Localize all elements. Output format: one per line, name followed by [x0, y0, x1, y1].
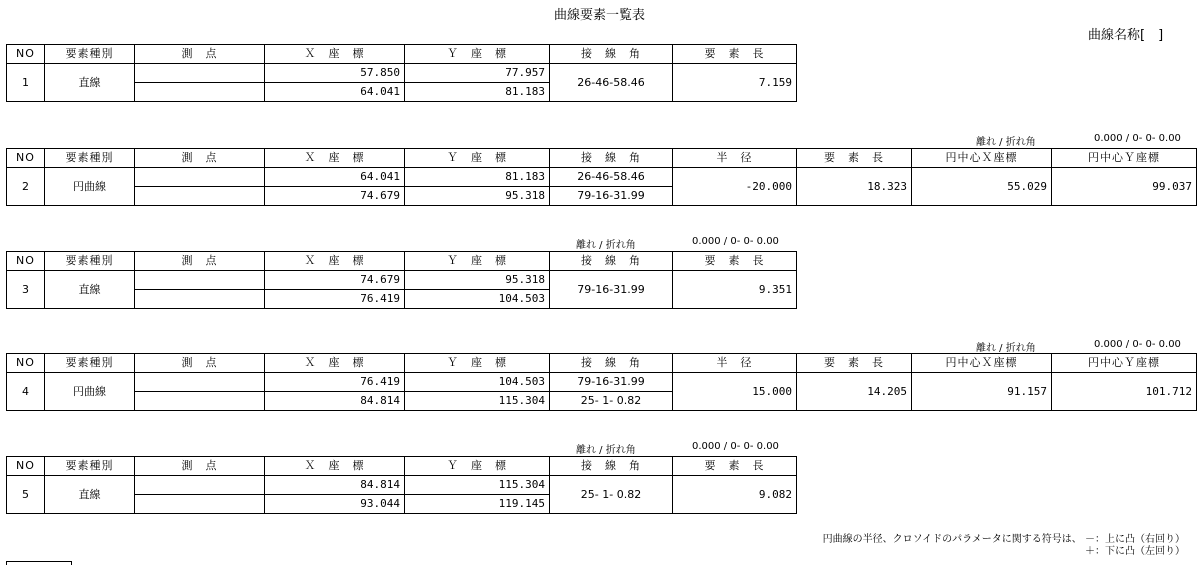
element-table-1	[6, 44, 797, 102]
header-y: Ｙ 座 標	[405, 45, 550, 64]
header-y: Ｙ 座 標	[405, 252, 550, 271]
tangent-angle: 26-46-58.46	[550, 168, 673, 187]
header-no: NO	[7, 45, 45, 64]
header-x: Ｘ 座 標	[265, 252, 405, 271]
element-table-2	[6, 148, 1197, 206]
header-angle: 接 線 角	[550, 252, 673, 271]
tangent-angle: 25- 1- 0.82	[550, 476, 673, 514]
header-angle: 接 線 角	[550, 45, 673, 64]
element-no: 2	[7, 168, 45, 206]
tangent-angle: 25- 1- 0.82	[550, 392, 673, 411]
x-coordinate: 84.814	[265, 392, 405, 411]
element-length: 18.323	[797, 168, 912, 206]
header-no: NO	[7, 457, 45, 476]
station-cell	[135, 476, 265, 495]
station-cell	[135, 187, 265, 206]
header-x: Ｘ 座 標	[265, 45, 405, 64]
center-x: 91.157	[912, 373, 1052, 411]
table-row	[7, 373, 1197, 392]
radius: -20.000	[673, 168, 797, 206]
element-no: 5	[7, 476, 45, 514]
header-angle: 接 線 角	[550, 149, 673, 168]
offset-label: 離れ / 折れ角	[976, 343, 1036, 354]
x-coordinate: 84.814	[265, 476, 405, 495]
header-type: 要素種別	[45, 252, 135, 271]
header-no: NO	[7, 149, 45, 168]
element-table-5	[6, 456, 797, 514]
x-coordinate: 76.419	[265, 290, 405, 309]
radius: 15.000	[673, 373, 797, 411]
header-x: Ｘ 座 標	[265, 149, 405, 168]
header-no: NO	[7, 354, 45, 373]
y-coordinate: 81.183	[405, 168, 550, 187]
offset-label: 離れ / 折れ角	[576, 445, 636, 456]
element-table-4	[6, 353, 1197, 411]
table-row	[7, 271, 797, 290]
curve-name-label: 曲線名称[ ]	[1088, 28, 1164, 43]
offset-value: 0.000 / 0- 0- 0.00	[692, 236, 779, 247]
element-type: 円曲線	[45, 373, 135, 411]
header-station: 測 点	[135, 149, 265, 168]
header-y: Ｙ 座 標	[405, 457, 550, 476]
y-coordinate: 95.318	[405, 271, 550, 290]
station-cell	[135, 290, 265, 309]
header-center-x: 円中心Ｘ座標	[912, 354, 1052, 373]
y-coordinate: 115.304	[405, 476, 550, 495]
x-coordinate: 74.679	[265, 187, 405, 206]
header-radius: 半 径	[673, 354, 797, 373]
table-header-row	[7, 457, 797, 476]
station-cell	[135, 271, 265, 290]
x-coordinate: 93.044	[265, 495, 405, 514]
offset-label: 離れ / 折れ角	[576, 240, 636, 251]
header-station: 測 点	[135, 45, 265, 64]
x-coordinate: 64.041	[265, 168, 405, 187]
element-length: 7.159	[673, 64, 797, 102]
header-length: 要 素 長	[797, 354, 912, 373]
center-y: 101.712	[1052, 373, 1197, 411]
header-type: 要素種別	[45, 354, 135, 373]
header-x: Ｘ 座 標	[265, 354, 405, 373]
y-coordinate: 95.318	[405, 187, 550, 206]
header-y: Ｙ 座 標	[405, 149, 550, 168]
header-angle: 接 線 角	[550, 354, 673, 373]
header-type: 要素種別	[45, 457, 135, 476]
header-no: NO	[7, 252, 45, 271]
offset-label: 離れ / 折れ角	[976, 137, 1036, 148]
offset-value: 0.000 / 0- 0- 0.00	[1094, 133, 1181, 144]
table-header-row	[7, 45, 797, 64]
x-coordinate: 57.850	[265, 64, 405, 83]
x-coordinate: 74.679	[265, 271, 405, 290]
header-center-y: 円中心Ｙ座標	[1052, 149, 1197, 168]
element-length: 9.082	[673, 476, 797, 514]
station-cell	[135, 373, 265, 392]
y-coordinate: 115.304	[405, 392, 550, 411]
sign-note-line-2: ＋：下に凸（左回り）	[1085, 546, 1185, 557]
table-header-row	[7, 149, 1197, 168]
offset-value: 0.000 / 0- 0- 0.00	[1094, 339, 1181, 350]
element-type: 直線	[45, 476, 135, 514]
header-type: 要素種別	[45, 45, 135, 64]
element-type: 円曲線	[45, 168, 135, 206]
element-length: 9.351	[673, 271, 797, 309]
station-cell	[135, 83, 265, 102]
center-x: 55.029	[912, 168, 1052, 206]
header-length: 要 素 長	[673, 457, 797, 476]
header-length: 要 素 長	[673, 45, 797, 64]
page-footer-box	[6, 561, 72, 565]
y-coordinate: 104.503	[405, 373, 550, 392]
x-coordinate: 64.041	[265, 83, 405, 102]
station-cell	[135, 495, 265, 514]
header-station: 測 点	[135, 354, 265, 373]
x-coordinate: 76.419	[265, 373, 405, 392]
station-cell	[135, 392, 265, 411]
header-radius: 半 径	[673, 149, 797, 168]
element-no: 3	[7, 271, 45, 309]
y-coordinate: 104.503	[405, 290, 550, 309]
header-length: 要 素 長	[797, 149, 912, 168]
header-length: 要 素 長	[673, 252, 797, 271]
element-no: 1	[7, 64, 45, 102]
tangent-angle: 79-16-31.99	[550, 187, 673, 206]
sign-note	[823, 534, 1185, 558]
table-row	[7, 168, 1197, 187]
tangent-angle: 26-46-58.46	[550, 64, 673, 102]
y-coordinate: 119.145	[405, 495, 550, 514]
header-x: Ｘ 座 標	[265, 457, 405, 476]
element-type: 直線	[45, 271, 135, 309]
header-center-y: 円中心Ｙ座標	[1052, 354, 1197, 373]
station-cell	[135, 168, 265, 187]
sign-note-line-1: 円曲線の半径、クロソイドのパラメータに関する符号は、 －：上に凸（右回り）	[822, 534, 1185, 545]
table-header-row	[7, 354, 1197, 373]
element-no: 4	[7, 373, 45, 411]
element-table-3	[6, 251, 797, 309]
page-title: 曲線要素一覧表	[553, 8, 645, 23]
header-station: 測 点	[135, 252, 265, 271]
header-station: 測 点	[135, 457, 265, 476]
y-coordinate: 81.183	[405, 83, 550, 102]
table-header-row	[7, 252, 797, 271]
offset-value: 0.000 / 0- 0- 0.00	[692, 441, 779, 452]
tangent-angle: 79-16-31.99	[550, 271, 673, 309]
center-y: 99.037	[1052, 168, 1197, 206]
element-type: 直線	[45, 64, 135, 102]
element-length: 14.205	[797, 373, 912, 411]
table-row	[7, 64, 797, 83]
header-y: Ｙ 座 標	[405, 354, 550, 373]
header-center-x: 円中心Ｘ座標	[912, 149, 1052, 168]
y-coordinate: 77.957	[405, 64, 550, 83]
header-angle: 接 線 角	[550, 457, 673, 476]
tangent-angle: 79-16-31.99	[550, 373, 673, 392]
header-type: 要素種別	[45, 149, 135, 168]
station-cell	[135, 64, 265, 83]
table-row	[7, 476, 797, 495]
